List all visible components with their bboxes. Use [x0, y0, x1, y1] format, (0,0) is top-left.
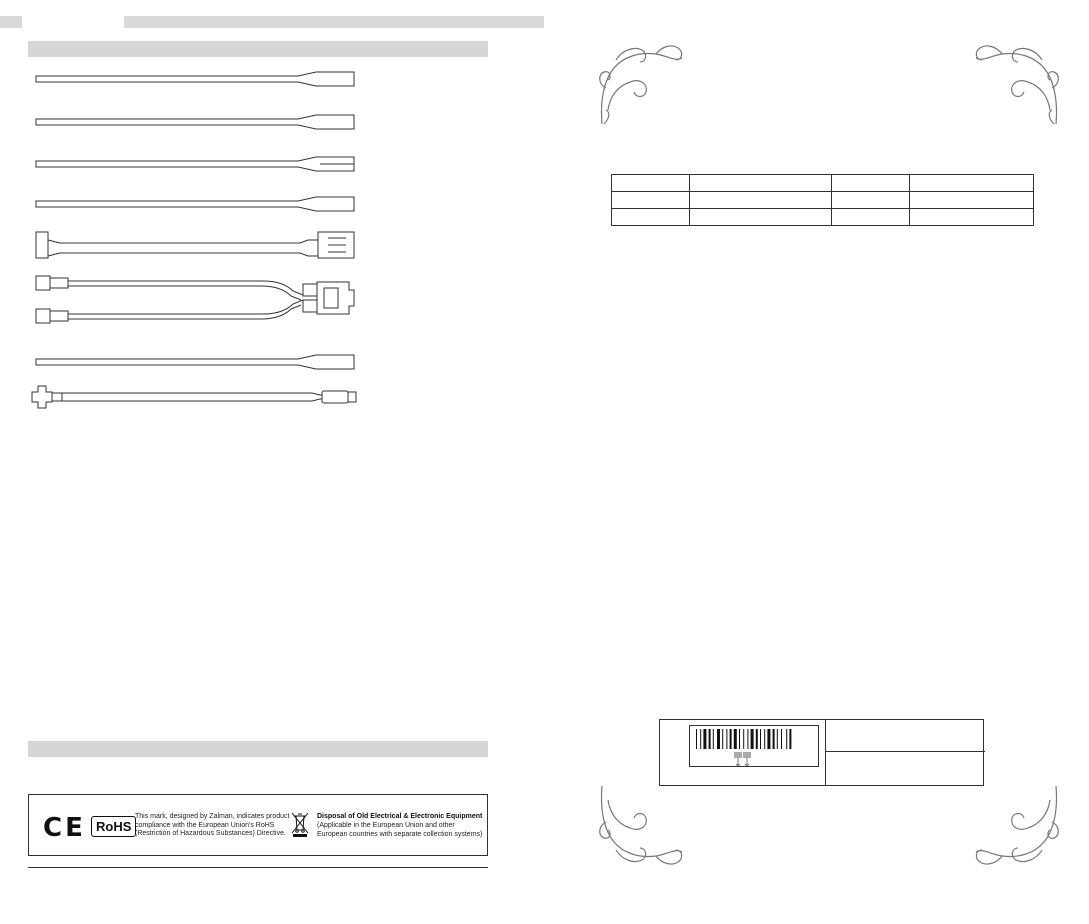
- corner-ornament-icon: [962, 780, 1062, 870]
- table-row: [612, 175, 1034, 192]
- barcode-bar: [781, 729, 782, 749]
- table-cell: [690, 192, 832, 209]
- table-cell: [910, 209, 1034, 226]
- barcode-bar: [751, 729, 754, 749]
- barcode-bar: [773, 729, 775, 749]
- table-cell: [910, 192, 1034, 209]
- section-header-bar-compliance: [28, 741, 488, 757]
- table-cell: [690, 209, 832, 226]
- barcode-bar: [726, 729, 727, 749]
- fan-cable-3: [36, 157, 354, 171]
- product-label-box: [659, 719, 984, 786]
- barcode-bar: [722, 729, 723, 749]
- panel-mount-cable: [32, 386, 356, 408]
- weee-bin-icon: [291, 811, 309, 837]
- table-cell: [832, 175, 910, 192]
- barcode-bar: [789, 729, 791, 749]
- corner-ornament-icon: [962, 40, 1062, 130]
- compliance-box: [28, 794, 488, 856]
- rohs-mark-icon: RoHS: [91, 816, 136, 837]
- barcode-bar: [767, 729, 770, 749]
- fan-cable-4: [36, 197, 354, 211]
- weee-description: (Applicable in the European Union and other European countries with separate collection systems): [317, 822, 483, 838]
- barcode-bar: [739, 729, 740, 749]
- corner-ornament-icon: [596, 40, 696, 130]
- fan-cable-5: [36, 355, 354, 369]
- fan-cable-1: [36, 72, 354, 86]
- table-cell: [612, 192, 690, 209]
- label-divider: [825, 720, 826, 785]
- barcode-bar: [747, 729, 748, 749]
- rohs-description: This mark, designed by Zalman, indicates product compliance with the European Union's RoHS (Restriction of Hazardous Substances) Directive.: [135, 813, 290, 837]
- barcode-bar: [696, 729, 697, 749]
- barcode-bar: [709, 729, 711, 749]
- barcode-bar: [700, 729, 701, 749]
- label-divider: [825, 751, 985, 752]
- weee-title: Disposal of Old Electrical & Electronic Equipment: [317, 813, 483, 820]
- barcode-bar: [743, 729, 744, 749]
- table-cell: [612, 175, 690, 192]
- barcode-bar: [777, 729, 778, 749]
- barcode-bar: [756, 729, 758, 749]
- corner-ornament-icon: [596, 780, 696, 870]
- ce-mark-icon: CE: [43, 813, 86, 843]
- cables-illustration: [28, 60, 368, 420]
- header-bar: [124, 16, 544, 28]
- sata-splitter-cable: [36, 276, 354, 323]
- barcode-bar: [734, 729, 737, 749]
- table-cell: [832, 192, 910, 209]
- barcode-bar: [717, 729, 720, 749]
- barcode-bar: [703, 729, 706, 749]
- section-header-bar-components: [28, 41, 488, 57]
- table-cell: [612, 209, 690, 226]
- barcode-bar: [760, 729, 761, 749]
- barcode-frame: [689, 725, 819, 767]
- barcode-bar: [764, 729, 765, 749]
- spec-table: [611, 174, 1034, 226]
- table-row: [612, 192, 1034, 209]
- bottom-rule: [28, 867, 488, 868]
- table-cell: [690, 175, 832, 192]
- barcode-bar: [786, 729, 787, 749]
- barcode-icon: [690, 726, 818, 766]
- barcode-bar: [713, 729, 714, 749]
- table-cell: [832, 209, 910, 226]
- barcode-bar: [730, 729, 732, 749]
- table-cell: [910, 175, 1034, 192]
- table-row: [612, 209, 1034, 226]
- header-tab-left: [0, 16, 22, 28]
- fan-cable-2: [36, 115, 354, 129]
- usb-header-cable: [36, 232, 354, 258]
